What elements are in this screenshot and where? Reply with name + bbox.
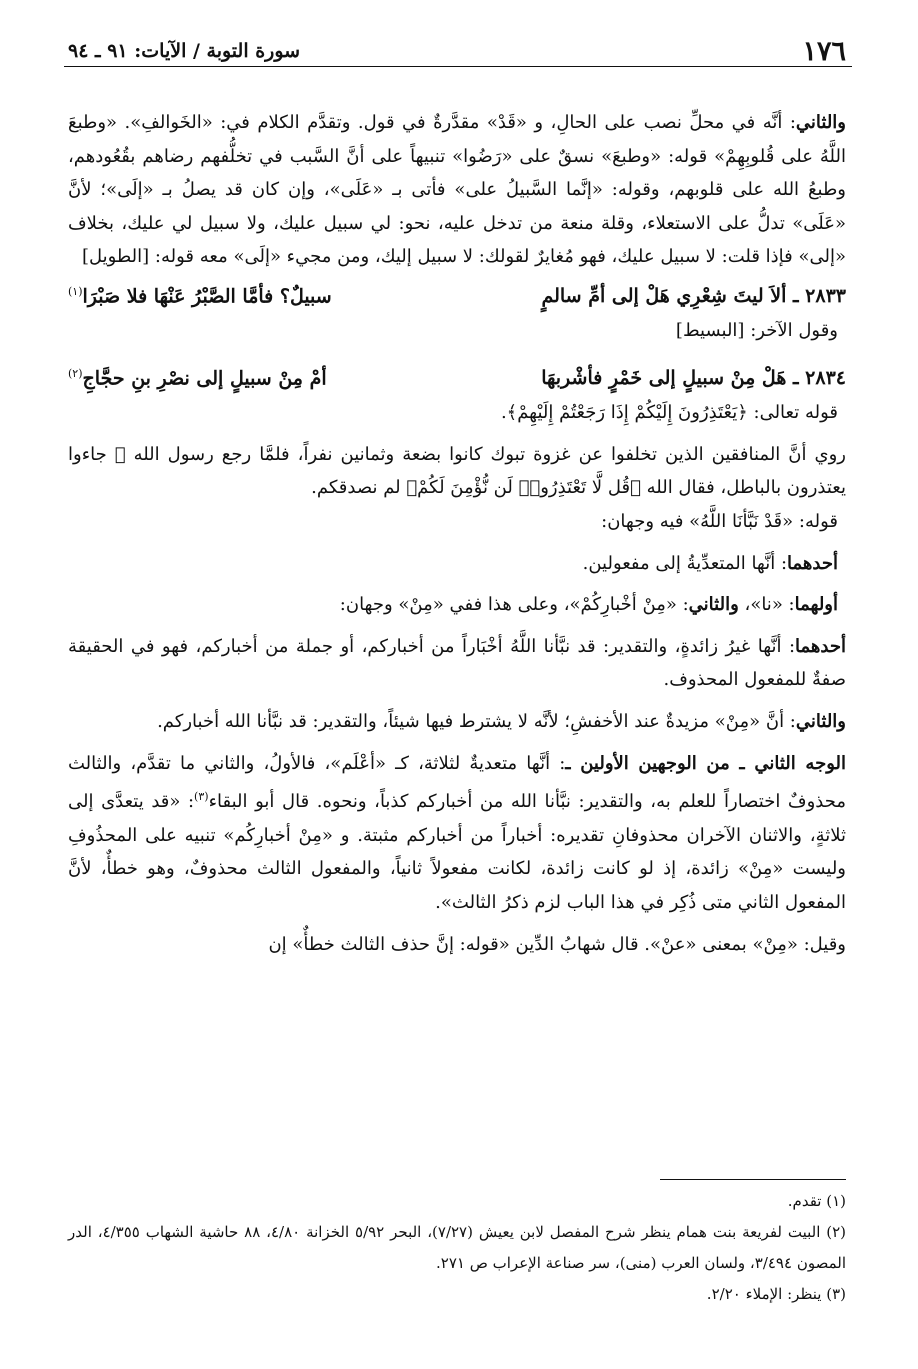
lead-term: أحدهما [787,552,838,574]
poetry-verse-2834 [68,356,846,396]
lead-term: الوجه الثاني ـ من الوجهين الأولين ـ [565,752,846,774]
meter-label: [الطويل] [81,246,150,268]
footnote-1: (١) تقدم. [787,1192,846,1210]
paragraph-8 [68,630,846,697]
lead-term: أولهما [794,594,838,616]
footnotes [68,1186,846,1310]
paragraph-1 [68,106,846,274]
footnote-ref: (٢) [68,366,83,380]
paragraph-4: روي أنَّ المنافقين الذين تخلفوا عن غزوة تبوك كانوا بضعة وثمانين نفراً، فلمَّا رجع رسول الله ﷺ جاءوا يعتذرون بالباطل، فقال الله ﴿قُل لَّا تَعْتَذِرُوا۟ لَن نُّؤْمِنَ لَكُمْ﴾ لم نصدقكم. [68,443,846,499]
paragraph-6 [68,547,846,581]
verse-number: ٢٨٣٣ ـ [792,285,846,308]
paragraph-text: : أنَّه في محلِّ نصب على الحالِ، و «قَدْ» مقدَّرةٌ في قول. وتقدَّم الكلام في: «الخَوالفِ». «وطبعَ اللَّهُ على قُلوبِهِمْ» قوله: «وطبعَ» نسقٌ على «رَضُوا» تنبيهاً على أنَّ السَّبب في تخلُّفهم رضاهم بقُعُودهم، وطبعُ الله على قلوبهم، وقوله: «إنَّما السَّبيلُ على» فأتى بـ «عَلَى»، وإن كان قد يصلُ بـ «إلَى»؛ لأنَّ «عَلَى» تدلُّ على الاستعلاء، وقلة منعة من تدخل عليه، نحو: لي سبيل عليك، ولا سبيل لي عليك، بخلاف «إلى» فإذا قلت: لا سبيل عليك، فهو مُغايرٌ لقولك: لا سبيل إليك، ومن مجيء «إلَى» معه قوله: [68,112,846,268]
paragraph-11: وقيل: «مِنْ» بمعنى «عنْ». قال شهابُ الدِّين «قوله: إنَّ حذف الثالث خطأٌ» إن [268,933,846,955]
main-text [68,106,846,961]
paragraph-10 [68,747,846,920]
header-rule [64,66,852,67]
lead-term: والثاني [795,710,846,732]
paragraph-text: : أنَّها غيرُ زائدةٍ، والتقدير: قد نبَّأنا اللَّهُ أخْبَاراً من أخباركم، أو جملة من أخباركم، فهو في الحقيقة صفةٌ للمفعول المحذوف. [68,635,846,691]
hemistich-1: ألاَ ليتَ شِعْرِي هَلْ إلى أمِّ سالمٍ [541,285,787,308]
paragraph-2 [68,314,846,348]
paragraph-text-2: : «مِنْ أخْبارِكُمْ»، وعلى هذا ففي «مِنْ» وجهان: [339,594,689,616]
hemistich-2: سبيلٌ؟ فأمَّا الصَّبْرُ عَنْهَا فلا صَبْرَا [82,285,332,308]
paragraph-3: قوله تعالى: ﴿يَعْتَذِرُونَ إِلَيْكُمْ إِذَا رَجَعْتُمْ إِلَيْهِمْ﴾. [500,402,838,424]
paragraph-text-2: : «قد يتعدَّى إلى ثلاثةٍ، والاثنان الآخران محذوفانِ تقديره: أخباراً من أخباركم مثبتة. و «مِنْ أخبارِكُم» تنبيه على المحذُوفِ وليست «مِنْ» زائدة، إذ لو كانت زائدة، لكانت مفعولاً ثانياً، والمفعول الثالث محذوفٌ، وهو خطأٌ، لأنَّ المفعول الثاني متى ذُكِر في هذا الباب لزم ذكرُ الثالث». [68,791,846,913]
verse-first-hemistich [541,278,846,314]
paragraph-text: وقول الآخر: [750,320,838,342]
paragraph-text: : «نا»، [738,594,795,616]
footnote-3: (٣) ينظر: الإملاء ٢/٢٠. [706,1285,846,1303]
paragraph-text: : أنَّ «مِنْ» مزيدةٌ عند الأخفشِ؛ لأنَّه لا يشترط فيها شيئاً، والتقدير: قد نبَّأنا الله أخباركم. [157,710,796,732]
verse-number: ٢٨٣٤ ـ [792,367,846,390]
footnote-ref: (١) [68,284,83,298]
paragraph-5: قوله: «قَدْ نَبَّأنَا اللَّهُ» فيه وجهان: [601,511,838,532]
footnote-2: (٢) البيت لفريعة بنت همام ينظر شرح المفصل لابن يعيش (٧/٢٧)، البحر ٥/٩٢ الخزانة ٤/٨٠، ٨٨ حاشية الشهاب ٤/٣٥٥، الدر المصون ٣/٤٩٤، ولسان العرب (منى)، سر صناعة الإعراب ص ٢٧١. [68,1223,847,1272]
verse-second-hemistich [68,356,327,396]
paragraph-text: : أنَّها المتعدِّيةُ إلى مفعولين. [582,552,788,574]
footnote-ref: (٣) [194,790,209,804]
paragraph-7 [68,588,846,622]
poetry-verse-2833 [68,274,846,314]
running-header-title: سورة التوبة / الآيات: ٩١ ـ ٩٤ [68,40,301,62]
hemistich-1: هَلْ مِنْ سبيلٍ إلى خَمْرٍ فأشْربهَا [541,367,787,390]
lead-term: أحدهما [795,635,846,657]
paragraph-9 [68,705,846,739]
paragraph-text: : أنَّها متعديةٌ لثلاثة، كـ «أعْلَم»، فالأولُ، والثاني ما تقدَّم، والثالث محذوفٌ اختصاراً للعلم به، والتقدير: نبَّأنا الله من أخباركم كذباً، ونحوه. قال أبو البقاء [68,752,846,813]
lead-term: والثاني [795,112,846,133]
lead-term-2: والثاني [688,594,739,616]
verse-first-hemistich [541,360,846,396]
hemistich-2: أمْ مِنْ سبيلٍ إلى نصْرِ بنِ حجَّاجِ [82,367,327,390]
page-number: ١٧٦ [802,36,846,67]
verse-second-hemistich [68,274,332,314]
meter-label: [البسيط] [675,320,745,342]
footnote-separator [660,1179,846,1180]
